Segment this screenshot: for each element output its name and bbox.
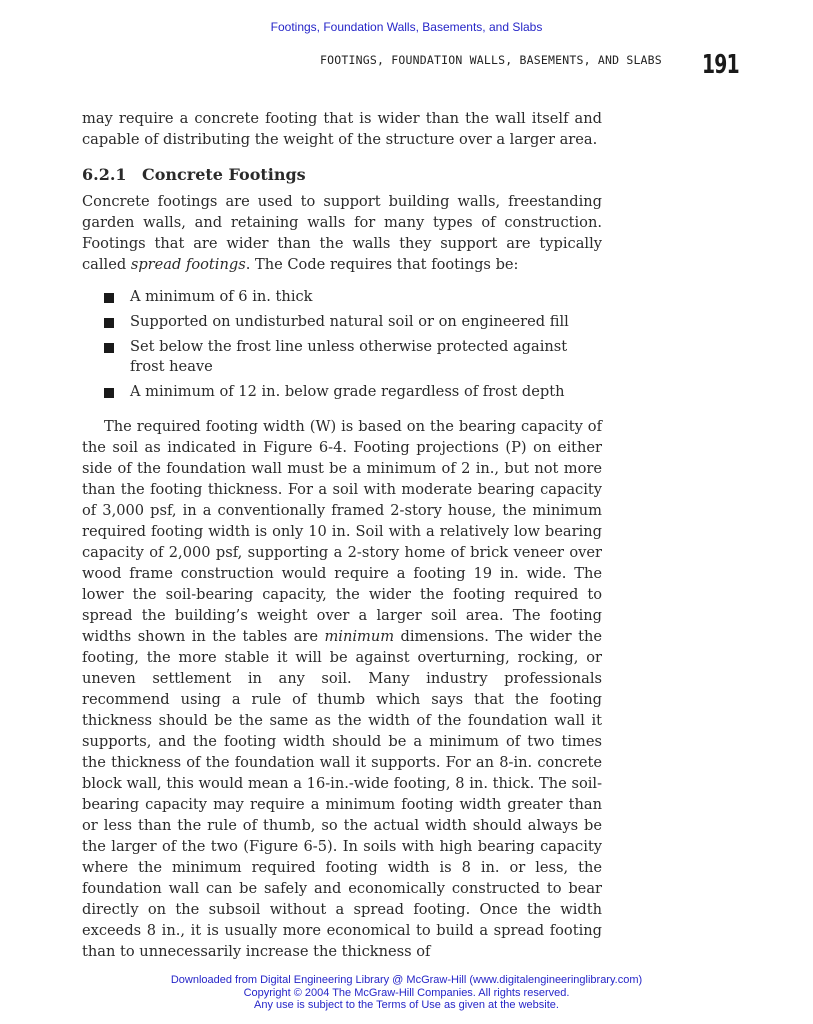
footer-download-link[interactable]: Downloaded from Digital Engineering Library @ McGraw-Hill (www.digitalengineeringlibrary.com) — [170, 974, 643, 986]
list-item-text: Set below the frost line unless otherwise protected against frost heave — [130, 338, 568, 375]
section-title: Concrete Footings — [142, 165, 306, 184]
paragraph-text: dimensions. The wider the footing, the more stable it will be against overturning, rocking, or uneven settlement in any soil. Many industry professionals recommend using a rule of thumb which says that the footing thickness should be the same as the width of the foundation wall it supports, and the footing width should be a minimum of two times the thickness of the foundation wall it supports. For an 8-in. concrete block wall, this would mean a 16-in.-wide footing, 8 in. thick. The soil-bearing capacity may require a minimum footing width greater than or less than the rule of thumb, so the actual width should always be the larger of the two (Figure 6-5). In soils with high bearing capacity where the minimum required footing width is 8 in. or less, the foundation wall can be safely and economically constructed to bear directly on the subsoil without a spread footing. Once the width exceeds 8 in., it is usually more economical to build a spread footing than to unnecessarily increase the thickness of — [82, 628, 602, 960]
top-chapter-link[interactable]: Footings, Foundation Walls, Basements, and Slabs — [270, 20, 543, 34]
section-number: 6.2.1 — [82, 165, 127, 184]
paragraph-text: Concrete footings are used to support building walls, freestanding garden walls, and retaining walls for many types of construction. Footings that are wider than the walls they support are typically called — [82, 193, 602, 273]
list-item-text: A minimum of 6 in. thick — [130, 288, 313, 305]
emphasis-text: minimum — [324, 628, 395, 645]
running-head: FOOTINGS, FOUNDATION WALLS, BASEMENTS, AND SLABS — [320, 53, 662, 67]
paragraph-footings-intro — [82, 191, 602, 275]
list-item-text: Supported on undisturbed natural soil or on engineered fill — [130, 313, 569, 330]
paragraph-text: The required footing width (W) is based on the bearing capacity of the soil as indicated in Figure 6-4. Footing projections (P) on either side of the foundation wall must be a minimum of 2 in., but not more than the footing thickness. For a soil with moderate bearing capacity of 3,000 psf, in a conventionally framed 2-story house, the minimum required footing width is only 10 in. Soil with a relatively low bearing capacity of 2,000 psf, supporting a 2-story home of brick veneer over wood frame construction would require a footing 19 in. wide. The lower the soil-bearing capacity, the wider the footing required to spread the building’s weight over a larger soil area. The footing widths shown in the tables are — [82, 418, 602, 645]
list-item — [104, 287, 602, 307]
footer-terms-link[interactable]: Any use is subject to the Terms of Use as given at the website. — [254, 999, 559, 1011]
paragraph-text: . The Code requires that footings be: — [245, 256, 519, 273]
intro-paragraph: may require a concrete footing that is wider than the wall itself and capable of distributing the weight of the structure over a larger area. — [82, 110, 602, 148]
list-item — [104, 312, 602, 332]
bullet-square-icon — [104, 318, 114, 328]
section-heading — [82, 164, 602, 185]
bullet-square-icon — [104, 293, 114, 303]
list-item — [104, 382, 602, 402]
bullet-square-icon — [104, 388, 114, 398]
footer-copyright: Copyright © 2004 The McGraw-Hill Companies. All rights reserved. — [243, 986, 570, 999]
page-body — [82, 108, 602, 962]
requirements-list — [82, 287, 602, 402]
bullet-square-icon — [104, 343, 114, 353]
paragraph-footing-width — [82, 416, 602, 962]
list-item — [104, 337, 602, 377]
list-item-text: A minimum of 12 in. below grade regardless of frost depth — [130, 383, 565, 400]
emphasis-text: spread footings — [130, 256, 246, 273]
page-number: 191 — [702, 50, 739, 80]
download-footer — [0, 974, 813, 1012]
